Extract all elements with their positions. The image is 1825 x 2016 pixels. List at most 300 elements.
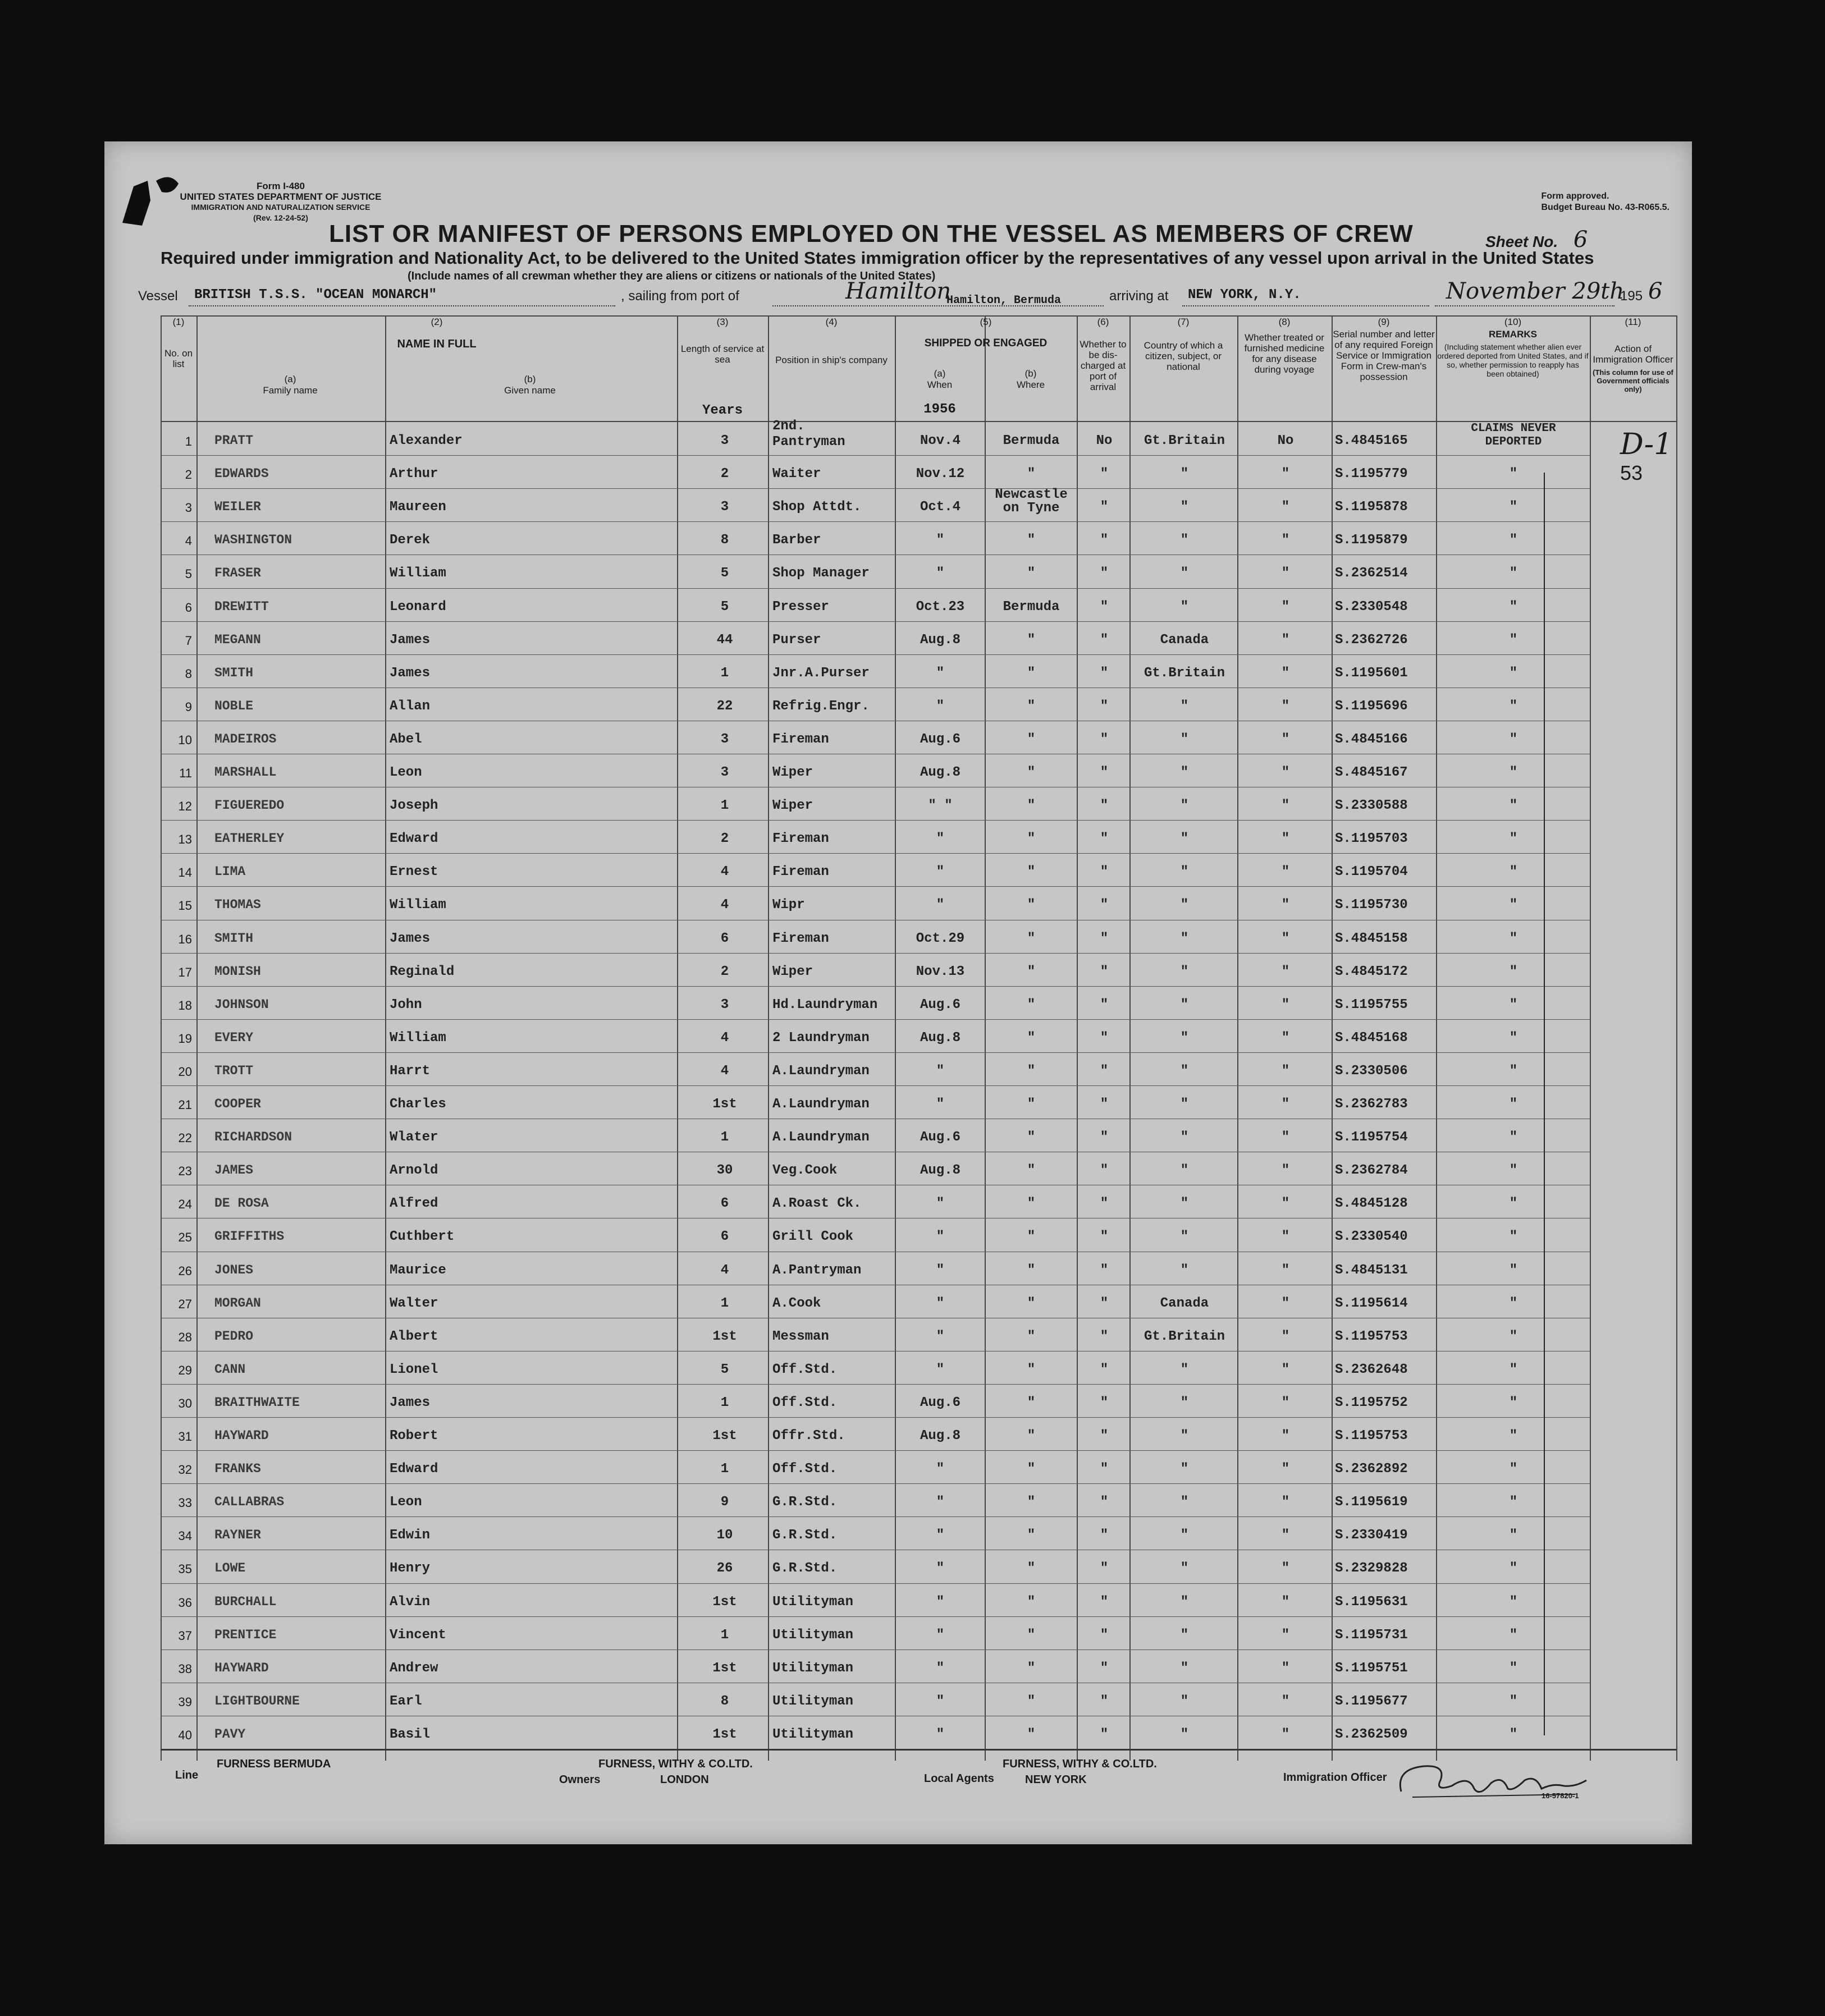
agents-city: NEW YORK	[1025, 1774, 1087, 1786]
cell-med: "	[1281, 1196, 1290, 1212]
cell-position: Fireman	[772, 831, 829, 847]
cell-country: "	[1180, 1693, 1189, 1709]
cell-remarks: "	[1509, 1594, 1518, 1610]
grid-column-line	[1676, 315, 1677, 1761]
cell-serial: S.2330506	[1335, 1063, 1408, 1079]
cell-given: Alvin	[390, 1594, 431, 1610]
cell-when: Aug.8	[920, 1030, 960, 1046]
cell-given: Ernest	[390, 864, 438, 880]
row-number: 33	[178, 1496, 192, 1510]
cell-serial: S.2330540	[1335, 1229, 1408, 1245]
cell-position: A.Laundryman	[772, 1063, 870, 1079]
row-number: 25	[178, 1230, 192, 1245]
cell-given: Edward	[390, 831, 438, 847]
cell-where: "	[1027, 1362, 1036, 1377]
cell-med: "	[1281, 798, 1290, 814]
cell-when: "	[936, 1262, 945, 1278]
table-row	[161, 1019, 1591, 1052]
family-name-tag: (a)	[284, 374, 296, 384]
form-number: Form I-480	[257, 181, 305, 191]
cell-when: " "	[928, 798, 953, 814]
cell-med: "	[1281, 1726, 1290, 1742]
cell-years: 1st	[712, 1726, 737, 1742]
cell-position: Utilityman	[772, 1594, 854, 1610]
cell-remarks: "	[1509, 1163, 1518, 1179]
cell-family: GRIFFITHS	[214, 1229, 285, 1244]
cell-family: HAYWARD	[214, 1660, 269, 1675]
budget-approval	[1542, 191, 1670, 213]
cell-disch: "	[1100, 1428, 1109, 1444]
cell-given: Alexander	[390, 433, 463, 448]
cell-country: "	[1180, 1561, 1189, 1577]
row-number: 30	[178, 1396, 192, 1410]
cell-serial: S.1195601	[1335, 665, 1408, 681]
cell-remarks: "	[1509, 1328, 1518, 1344]
cell-years: 1	[720, 798, 729, 814]
cell-where: "	[1027, 1262, 1036, 1278]
table-row	[161, 1550, 1591, 1583]
cell-remarks: "	[1509, 731, 1518, 747]
cell-position-prefix: 2nd.	[772, 419, 805, 434]
cell-disch: "	[1100, 632, 1109, 648]
cell-where: "	[1027, 632, 1036, 648]
cell-remarks: "	[1509, 1097, 1518, 1112]
row-number: 37	[178, 1628, 192, 1643]
family-name-header: Family name	[263, 385, 318, 396]
cell-position: G.R.Std.	[772, 1528, 838, 1543]
table-row	[161, 1052, 1591, 1085]
cell-position: Veg.Cook	[772, 1163, 838, 1179]
cell-years: 3	[720, 731, 729, 747]
cell-where: "	[1027, 698, 1036, 714]
cell-position: Fireman	[772, 864, 829, 880]
cell-med: "	[1281, 964, 1290, 979]
cell-position: Wipr	[772, 897, 805, 913]
cell-when: "	[936, 1561, 945, 1577]
col6-number: (6)	[1097, 317, 1109, 327]
cell-med: "	[1281, 1461, 1290, 1477]
service-name: IMMIGRATION AND NATURALIZATION SERVICE	[191, 203, 371, 212]
table-row	[161, 1483, 1591, 1516]
row-number: 2	[185, 468, 192, 482]
cell-when: Aug.6	[920, 731, 960, 747]
remarks-note: (Including statement whether alien ever ordered deported from United States, and if so, whether permission to reapply has been obtained)	[1437, 342, 1589, 378]
cell-given: Maureen	[390, 500, 446, 515]
cell-country: "	[1180, 1063, 1189, 1079]
cell-years: 5	[720, 599, 729, 615]
remarks-header: REMARKS	[1489, 329, 1537, 340]
cell-serial: S.1195619	[1335, 1495, 1408, 1510]
cell-where: "	[1027, 864, 1036, 880]
cell-where: "	[1027, 1693, 1036, 1709]
cell-remarks: "	[1509, 1295, 1518, 1311]
country-header: Country of which a citizen, subject, or national	[1144, 340, 1223, 372]
table-row	[161, 886, 1591, 919]
cell-remarks: "	[1509, 1495, 1518, 1510]
cell-position: Grill Cook	[772, 1229, 854, 1245]
cell-where: Bermuda	[1003, 433, 1060, 448]
col9-number: (9)	[1378, 317, 1390, 327]
agents-value: FURNESS, WITHY & CO.LTD.	[1003, 1758, 1157, 1770]
arriving-label: arriving at	[1109, 288, 1169, 304]
cell-country: "	[1180, 1395, 1189, 1410]
cell-med: "	[1281, 466, 1290, 482]
cell-serial: S.1195704	[1335, 864, 1408, 880]
cell-med: "	[1281, 997, 1290, 1012]
cell-remarks: "	[1509, 1461, 1518, 1477]
cell-position: A.Pantryman	[772, 1262, 862, 1278]
table-row	[161, 787, 1591, 820]
cell-when: Oct.23	[916, 599, 965, 615]
cell-disch: "	[1100, 1461, 1109, 1477]
cell-years: 6	[720, 1196, 729, 1212]
cell-remarks: "	[1509, 931, 1518, 946]
action-annotation-d1: D-1	[1620, 428, 1673, 461]
cell-where: "	[1027, 466, 1036, 482]
cell-position: Offr.Std.	[772, 1428, 845, 1444]
cell-family: JONES	[214, 1262, 254, 1277]
cell-disch: "	[1100, 1594, 1109, 1610]
cell-years: 1	[720, 1395, 729, 1410]
cell-family: FRANKS	[214, 1461, 261, 1477]
vessel-label: Vessel	[138, 288, 178, 304]
cell-med: "	[1281, 1163, 1290, 1179]
cell-serial: S.2362509	[1335, 1726, 1408, 1742]
cell-disch: "	[1100, 1130, 1109, 1146]
col8-number: (8)	[1278, 317, 1291, 327]
cell-med: "	[1281, 1030, 1290, 1046]
cell-med: "	[1281, 1428, 1290, 1444]
row-number: 36	[178, 1595, 192, 1610]
cell-where: Bermuda	[1003, 599, 1060, 615]
table-row	[161, 1516, 1591, 1550]
cell-when: "	[936, 1594, 945, 1610]
cell-med: "	[1281, 632, 1290, 648]
cell-disch: "	[1100, 1693, 1109, 1709]
cell-family: CALLABRAS	[214, 1495, 285, 1510]
cell-years: 30	[716, 1163, 733, 1179]
row-number: 27	[178, 1296, 192, 1311]
table-row	[161, 1152, 1591, 1185]
col11-number: (11)	[1625, 317, 1641, 327]
cell-family: EATHERLEY	[214, 831, 285, 846]
cell-remarks: "	[1509, 533, 1518, 548]
row-number: 7	[185, 633, 192, 648]
cell-position: Shop Manager	[772, 566, 870, 581]
medicine-header: Whether treated or furnished medicine for any disease during voyage	[1244, 332, 1325, 375]
cell-family: NOBLE	[214, 698, 254, 713]
cell-remarks: "	[1509, 1627, 1518, 1643]
cell-med: "	[1281, 1528, 1290, 1543]
table-row	[161, 1384, 1591, 1417]
table-row	[161, 721, 1591, 754]
cell-where: "	[1027, 997, 1036, 1012]
where-tag: (b)	[1024, 368, 1037, 379]
row-number: 32	[178, 1463, 192, 1477]
cell-disch: "	[1100, 466, 1109, 482]
cell-where: "	[1027, 1295, 1036, 1311]
cell-remarks: "	[1509, 765, 1518, 780]
cell-where: "	[1027, 798, 1036, 814]
cell-remarks: "	[1509, 1063, 1518, 1079]
cell-disch: "	[1100, 1295, 1109, 1311]
cell-med: "	[1281, 599, 1290, 615]
cell-years: 4	[720, 897, 729, 913]
cell-position: Off.Std.	[772, 1395, 838, 1410]
cell-given: Derek	[390, 533, 431, 548]
cell-position: 2 Laundryman	[772, 1030, 870, 1046]
cell-remarks: "	[1509, 964, 1518, 979]
cell-med: "	[1281, 897, 1290, 913]
when-tag: (a)	[934, 368, 946, 379]
cell-disch: "	[1100, 1229, 1109, 1245]
year-1956: 1956	[923, 402, 956, 417]
cell-family: DREWITT	[214, 599, 269, 614]
row-number: 26	[178, 1263, 192, 1278]
cell-country: Canada	[1160, 1295, 1209, 1311]
cell-remarks: "	[1509, 566, 1518, 581]
cell-disch: "	[1100, 964, 1109, 979]
cell-position: Refrig.Engr.	[772, 698, 870, 714]
cell-family: COOPER	[214, 1097, 261, 1111]
cell-when: Aug.8	[920, 1428, 960, 1444]
row-number: 18	[178, 998, 192, 1012]
manifest-sheet	[104, 141, 1692, 1844]
year-prefix: 195	[1620, 288, 1643, 304]
cell-position: Barber	[772, 533, 821, 548]
cell-position: Utilityman	[772, 1627, 854, 1643]
cell-med: "	[1281, 698, 1290, 714]
cell-remarks: "	[1509, 997, 1518, 1012]
cell-where: "	[1027, 1627, 1036, 1643]
cell-where: "	[1027, 1063, 1036, 1079]
cell-position: Fireman	[772, 931, 829, 946]
position-header: Position in ship's company	[775, 355, 888, 365]
cell-given: Robert	[390, 1428, 438, 1444]
cell-where: "	[1027, 1229, 1036, 1245]
cell-med: "	[1281, 1063, 1290, 1079]
cell-disch: "	[1100, 1063, 1109, 1079]
cell-remarks: "	[1509, 1395, 1518, 1410]
cell-family: SMITH	[214, 665, 254, 680]
cell-family: HAYWARD	[214, 1428, 269, 1443]
cell-where: "	[1027, 1461, 1036, 1477]
cell-country: "	[1180, 1726, 1189, 1742]
cell-when: Aug.8	[920, 1163, 960, 1179]
cell-remarks: "	[1509, 897, 1518, 913]
cell-position: A.Cook	[772, 1295, 821, 1311]
cell-serial: S.1195731	[1335, 1627, 1408, 1643]
cell-country: "	[1180, 1196, 1189, 1212]
cell-remarks: "	[1509, 831, 1518, 847]
table-row	[161, 1351, 1591, 1384]
table-row	[161, 555, 1591, 588]
row-number: 11	[179, 766, 192, 780]
cell-position: Presser	[772, 599, 829, 615]
cell-serial: S.2362514	[1335, 566, 1408, 581]
departure-port-handwritten: Hamilton	[845, 278, 952, 304]
cell-years: 8	[720, 1693, 729, 1709]
table-row	[161, 1318, 1591, 1351]
cell-when: "	[936, 1229, 945, 1245]
cell-disch: "	[1100, 731, 1109, 747]
cell-disch: No	[1096, 433, 1113, 448]
table-row	[161, 1650, 1591, 1683]
cell-med: No	[1277, 433, 1294, 448]
cell-remarks: "	[1509, 698, 1518, 714]
row-number: 3	[185, 501, 192, 515]
row-number: 9	[185, 699, 192, 714]
cell-where: "	[1027, 1163, 1036, 1179]
cell-country: "	[1180, 864, 1189, 880]
cell-remarks: "	[1509, 864, 1518, 880]
cell-country: "	[1180, 765, 1189, 780]
col7-number: (7)	[1177, 317, 1190, 327]
cell-disch: "	[1100, 500, 1109, 515]
cell-serial: S.4845158	[1335, 931, 1408, 946]
owners-label: Owners	[559, 1774, 601, 1786]
cell-family: JAMES	[214, 1163, 254, 1178]
cell-serial: S.1195751	[1335, 1660, 1408, 1676]
cell-disch: "	[1100, 1196, 1109, 1212]
cell-disch: "	[1100, 1362, 1109, 1377]
cell-position: Utilityman	[772, 1693, 854, 1709]
cell-years: 4	[720, 864, 729, 880]
cell-disch: "	[1100, 599, 1109, 615]
agents-label: Local Agents	[924, 1772, 994, 1785]
page-number-annotation: 53	[1620, 461, 1643, 484]
cell-serial: S.4845168	[1335, 1030, 1408, 1046]
cell-when: Aug.8	[920, 632, 960, 648]
cell-disch: "	[1100, 1495, 1109, 1510]
cell-years: 1st	[712, 1660, 737, 1676]
cell-family: LIMA	[214, 864, 246, 879]
cell-remarks: "	[1509, 1660, 1518, 1676]
col4-number: (4)	[825, 317, 838, 327]
cell-country: "	[1180, 1130, 1189, 1146]
cell-where: "	[1027, 1726, 1036, 1742]
table-row	[161, 754, 1591, 787]
cell-country: Canada	[1160, 632, 1209, 648]
table-row	[161, 588, 1591, 621]
cell-remarks: "	[1509, 466, 1518, 482]
cell-med: "	[1281, 500, 1290, 515]
cell-remarks: "	[1509, 1528, 1518, 1543]
line-value: FURNESS BERMUDA	[217, 1758, 331, 1770]
table-row	[161, 953, 1591, 986]
cell-when: "	[936, 897, 945, 913]
cell-years: 5	[720, 566, 729, 581]
cell-disch: "	[1100, 1627, 1109, 1643]
row-number: 6	[185, 600, 192, 615]
cell-when: Oct.29	[916, 931, 965, 946]
cell-given: James	[390, 632, 431, 648]
cell-where: "	[1027, 1495, 1036, 1510]
cell-when: "	[936, 1528, 945, 1543]
cell-position: A.Laundryman	[772, 1097, 870, 1112]
cell-position: Wiper	[772, 798, 813, 814]
cell-disch: "	[1100, 765, 1109, 780]
row-number: 10	[178, 732, 192, 747]
row-number: 23	[178, 1164, 192, 1179]
cell-position: Utilityman	[772, 1726, 854, 1742]
include-note: (Include names of all crewman whether they are aliens or citizens or nationals of the United States)	[408, 270, 936, 282]
cell-country: "	[1180, 931, 1189, 946]
cell-given: John	[390, 997, 422, 1012]
cell-years: 4	[720, 1063, 729, 1079]
cell-disch: "	[1100, 897, 1109, 913]
cell-family: MORGAN	[214, 1295, 261, 1311]
sheet-number-value: 6	[1573, 227, 1588, 253]
cell-given: Edward	[390, 1461, 438, 1477]
cell-serial: S.1195703	[1335, 831, 1408, 847]
cell-when: "	[936, 1328, 945, 1344]
row-number: 17	[178, 965, 192, 979]
cell-med: "	[1281, 1262, 1290, 1278]
cell-med: "	[1281, 1495, 1290, 1510]
cell-position: Jnr.A.Purser	[772, 665, 870, 681]
cell-country: "	[1180, 698, 1189, 714]
cell-serial: S.2362783	[1335, 1097, 1408, 1112]
cell-country: "	[1180, 831, 1189, 847]
table-row	[161, 654, 1591, 688]
cell-when: "	[936, 1627, 945, 1643]
owners-value: FURNESS, WITHY & CO.LTD.	[598, 1758, 753, 1770]
col3-number: (3)	[716, 317, 729, 327]
cell-serial: S.1195696	[1335, 698, 1408, 714]
cell-family: LIGHTBOURNE	[214, 1693, 300, 1708]
cell-med: "	[1281, 1229, 1290, 1245]
cell-position: G.R.Std.	[772, 1495, 838, 1510]
cell-years: 1st	[712, 1328, 737, 1344]
table-row	[161, 1119, 1591, 1152]
col5-number: (5)	[980, 317, 992, 327]
table-row	[161, 1450, 1591, 1483]
cell-remarks: "	[1509, 1428, 1518, 1444]
cell-family: SMITH	[214, 931, 254, 946]
cell-when: "	[936, 1063, 945, 1079]
cell-country: "	[1180, 798, 1189, 814]
cell-years: 1st	[712, 1097, 737, 1112]
cell-serial: S.1195753	[1335, 1428, 1408, 1444]
cell-where: "	[1027, 1328, 1036, 1344]
cell-given: Harrt	[390, 1063, 431, 1079]
table-row	[161, 1185, 1591, 1218]
cell-years: 5	[720, 1362, 729, 1377]
cell-given: Edwin	[390, 1528, 431, 1543]
cell-remarks: "	[1509, 1030, 1518, 1046]
cell-serial: S.1195677	[1335, 1693, 1408, 1709]
row-number: 14	[178, 865, 192, 880]
cell-serial: S.1195631	[1335, 1594, 1408, 1610]
cell-serial: S.2330588	[1335, 798, 1408, 814]
cell-where: "	[1027, 1395, 1036, 1410]
cell-disch: "	[1100, 533, 1109, 548]
cell-country: "	[1180, 1660, 1189, 1676]
cell-remarks: "	[1509, 665, 1518, 681]
cell-remarks: "	[1509, 1561, 1518, 1577]
form-identifier	[163, 181, 399, 223]
cell-family: TROTT	[214, 1063, 254, 1078]
cell-med: "	[1281, 1362, 1290, 1377]
cell-family: PAVY	[214, 1726, 246, 1742]
cell-given: William	[390, 897, 446, 913]
table-row	[161, 1085, 1591, 1119]
shipped-header: SHIPPED OR ENGAGED	[924, 337, 1048, 349]
cell-country: "	[1180, 1362, 1189, 1377]
col1-number: (1)	[172, 317, 185, 327]
cell-years: 44	[716, 632, 733, 648]
